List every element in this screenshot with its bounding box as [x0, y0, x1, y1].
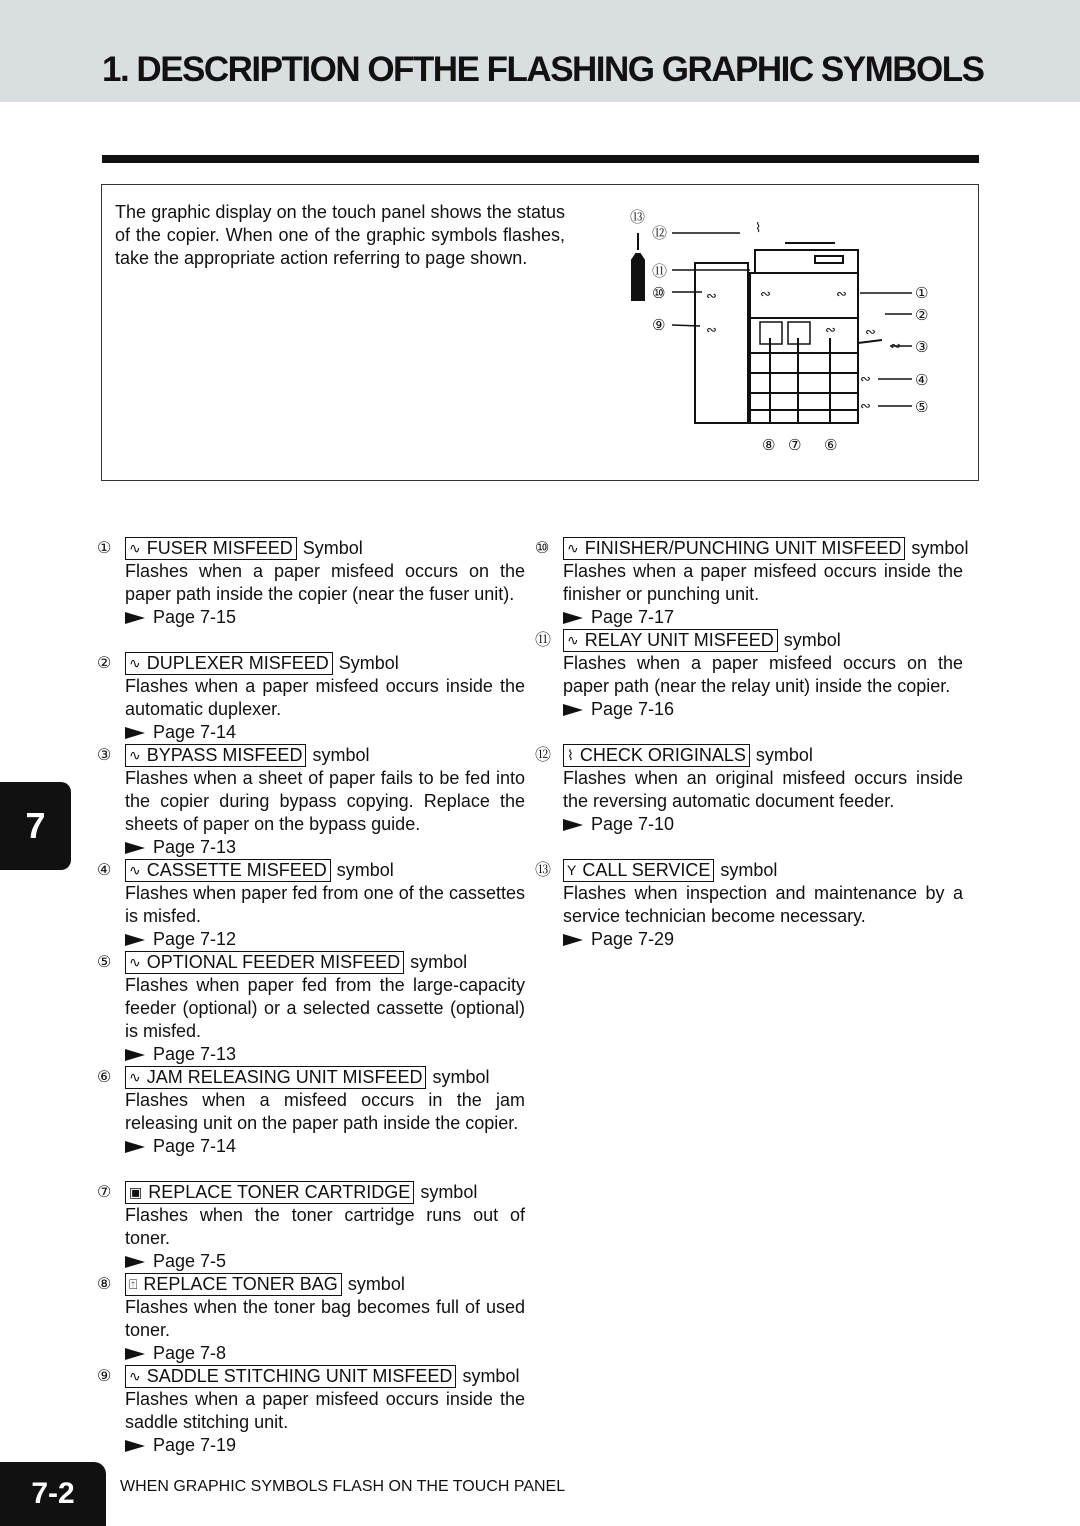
pointer-arrow-icon — [125, 1256, 145, 1268]
symbol-entry — [535, 859, 963, 951]
symbol-suffix: symbol — [347, 1274, 405, 1294]
symbol-description: Flashes when an original misfeed occurs inside the reversing automatic document feeder. — [563, 768, 963, 811]
check-originals-icon: ⌇ — [755, 221, 762, 236]
symbol-description: Flashes when paper fed from one of the cassettes is misfed. — [125, 883, 525, 926]
page-reference-text: Page 7-12 — [153, 929, 237, 949]
entry-number: ⑪ — [535, 632, 552, 649]
page-reference-text: Page 7-15 — [153, 607, 237, 627]
symbol-description: Flashes when a paper misfeed occurs inside the automatic duplexer. — [125, 676, 525, 719]
page-reference — [125, 928, 525, 951]
symbol-label: CASSETTE MISFEED — [146, 860, 327, 880]
symbol-suffix: symbol — [462, 1366, 520, 1386]
symbol-label: OPTIONAL FEEDER MISFEED — [146, 952, 401, 972]
symbol-description: Flashes when a misfeed occurs in the jam releasing unit on the paper path inside the copier. — [125, 1090, 525, 1133]
entry-heading — [125, 1365, 525, 1388]
pointer-arrow-icon — [125, 612, 145, 624]
page-reference — [125, 1434, 525, 1457]
symbol-label-box — [125, 537, 297, 560]
symbol-label-box — [125, 1273, 342, 1296]
page-reference — [125, 1250, 525, 1273]
wrench-icon — [632, 233, 644, 300]
misfeed-icon: ∾ — [890, 339, 901, 354]
symbol-suffix: symbol — [432, 1067, 490, 1087]
misfeed-icon: ∾ — [860, 372, 871, 387]
entry-number: ⑤ — [97, 954, 112, 971]
misfeed-icon: ∾ — [865, 325, 876, 340]
toner-cartridge-icon: ▣ — [129, 1184, 143, 1200]
symbol-label: DUPLEXER MISFEED — [146, 653, 329, 673]
misfeed-icon: ∾ — [836, 287, 847, 302]
page-reference — [125, 1043, 525, 1066]
symbol-suffix: symbol — [720, 860, 778, 880]
symbol-description: Flashes when the toner cartridge runs out of toner. — [125, 1205, 525, 1248]
entry-number: ⑬ — [535, 862, 552, 879]
symbol-label-box — [125, 951, 404, 974]
symbol-entry — [97, 1066, 525, 1158]
symbol-suffix: symbol — [755, 745, 813, 765]
symbol-label: BYPASS MISFEED — [146, 745, 303, 765]
symbol-entry — [97, 1365, 525, 1457]
entry-number: ① — [97, 540, 112, 557]
symbol-description: Flashes when paper fed from the large-capacity feeder (optional) or a selected cassette (optional) is misfed. — [125, 975, 525, 1041]
symbol-label: CALL SERVICE — [582, 860, 711, 880]
symbol-suffix: symbol — [420, 1182, 478, 1202]
entry-number: ⑧ — [97, 1276, 112, 1293]
entry-heading — [125, 652, 525, 675]
page-reference — [125, 836, 525, 859]
page-reference-text: Page 7-13 — [153, 1044, 237, 1064]
symbol-label-box — [563, 859, 714, 882]
symbol-description: Flashes when a paper misfeed occurs inside the finisher or punching unit. — [563, 561, 963, 604]
symbol-description: Flashes when a paper misfeed occurs inside the saddle stitching unit. — [125, 1389, 525, 1432]
entry-heading — [563, 537, 969, 560]
page-reference-text: Page 7-14 — [153, 722, 237, 742]
svg-text:③: ③ — [915, 338, 929, 356]
title-rule — [102, 155, 979, 163]
symbol-label: FINISHER/PUNCHING UNIT MISFEED — [584, 538, 902, 558]
symbol-label: REPLACE TONER CARTRIDGE — [148, 1182, 411, 1202]
entry-heading — [125, 1273, 525, 1296]
svg-text:⑧: ⑧ — [762, 436, 776, 454]
page-reference — [125, 721, 525, 744]
page-reference-text: Page 7-16 — [591, 699, 675, 719]
pointer-arrow-icon — [125, 1440, 145, 1452]
entry-number: ⑨ — [97, 1368, 112, 1385]
svg-text:④: ④ — [915, 371, 929, 389]
misfeed-icon: ∿ — [129, 954, 141, 970]
symbol-suffix: symbol — [911, 538, 969, 558]
symbol-suffix: Symbol — [338, 653, 399, 673]
svg-text:⑩: ⑩ — [652, 284, 666, 302]
symbol-label: JAM RELEASING UNIT MISFEED — [146, 1067, 423, 1087]
page-reference — [125, 606, 525, 629]
symbol-label-box — [125, 1181, 414, 1204]
svg-text:⑫: ⑫ — [652, 224, 668, 242]
entry-number: ③ — [97, 747, 112, 764]
misfeed-icon: ∾ — [706, 323, 717, 338]
entry-heading — [125, 1181, 525, 1204]
pointer-arrow-icon — [125, 1348, 145, 1360]
symbol-suffix: symbol — [410, 952, 468, 972]
symbol-description: Flashes when inspection and maintenance by a service technician become necessary. — [563, 883, 963, 926]
symbol-label-box — [125, 1066, 426, 1089]
page-reference-text: Page 7-17 — [591, 607, 675, 627]
symbol-description: Flashes when a paper misfeed occurs on the paper path inside the copier (near the fuser unit). — [125, 561, 525, 604]
symbol-label-box — [563, 629, 778, 652]
entry-heading — [125, 951, 525, 974]
symbol-entry — [97, 1273, 525, 1365]
svg-text:②: ② — [915, 306, 929, 324]
page-reference-text: Page 7-13 — [153, 837, 237, 857]
pointer-arrow-icon — [563, 934, 583, 946]
entry-number: ② — [97, 655, 112, 672]
page-reference — [563, 813, 963, 836]
misfeed-icon: ∿ — [129, 1368, 141, 1384]
page-reference — [563, 606, 963, 629]
symbol-description: Flashes when a sheet of paper fails to be fed into the copier during bypass copying. Replace the sheets of paper on the bypass guide. — [125, 768, 525, 834]
symbol-label: CHECK ORIGINALS — [579, 745, 746, 765]
svg-text:⑥: ⑥ — [824, 436, 838, 454]
svg-text:⑦: ⑦ — [788, 436, 802, 454]
symbol-entry — [97, 537, 525, 629]
entry-number: ⑦ — [97, 1184, 112, 1201]
svg-text:①: ① — [915, 284, 929, 302]
page-title: 1. DESCRIPTION OFTHE FLASHING GRAPHIC SYMBOLS — [102, 50, 984, 89]
entry-number: ④ — [97, 862, 112, 879]
svg-text:⑨: ⑨ — [652, 316, 666, 334]
entry-heading — [563, 744, 963, 767]
symbol-entry — [97, 652, 525, 744]
finisher-unit — [695, 263, 748, 423]
intro-text: The graphic display on the touch panel shows the status of the copier. When one of the graphic symbols flashes, take the appropriate action referring to page shown. — [115, 202, 565, 268]
misfeed-icon: ∿ — [129, 655, 141, 671]
symbol-description: Flashes when the toner bag becomes full of used toner. — [125, 1297, 525, 1340]
symbol-entry — [535, 537, 969, 629]
pointer-arrow-icon — [125, 934, 145, 946]
svg-text:⑬: ⑬ — [630, 208, 646, 226]
misfeed-icon: ∿ — [129, 540, 141, 556]
symbol-entry — [97, 859, 525, 951]
chapter-tab: 7 — [0, 782, 71, 870]
symbol-label: FUSER MISFEED — [146, 538, 293, 558]
symbol-suffix: Symbol — [302, 538, 363, 558]
entry-number: ⑩ — [535, 540, 550, 557]
pointer-arrow-icon — [125, 727, 145, 739]
page-number: 7-2 — [0, 1462, 106, 1526]
symbol-suffix: symbol — [783, 630, 841, 650]
page-reference-text: Page 7-29 — [591, 929, 675, 949]
misfeed-icon: ∿ — [129, 747, 141, 763]
symbol-label-box — [563, 744, 750, 767]
page-reference — [563, 698, 963, 721]
entry-heading — [125, 1066, 525, 1089]
symbol-entry — [535, 629, 963, 721]
misfeed-icon: ∿ — [129, 862, 141, 878]
pointer-arrow-icon — [563, 704, 583, 716]
footer-text: WHEN GRAPHIC SYMBOLS FLASH ON THE TOUCH PANEL — [120, 1478, 566, 1495]
misfeed-icon: ∾ — [860, 399, 871, 414]
misfeed-icon: ∿ — [129, 1069, 141, 1085]
symbol-label-box — [125, 744, 306, 767]
symbol-label-box — [125, 1365, 456, 1388]
wrench-icon: Y — [567, 862, 577, 878]
page-reference-text: Page 7-5 — [153, 1251, 227, 1271]
page-reference — [563, 928, 963, 951]
symbol-label-box — [125, 652, 333, 675]
page-reference-text: Page 7-8 — [153, 1343, 227, 1363]
entry-number: ⑥ — [97, 1069, 112, 1086]
copier-diagram — [620, 198, 950, 463]
page-reference — [125, 1342, 525, 1365]
misfeed-icon: ∿ — [567, 540, 579, 556]
symbol-entry — [535, 744, 963, 836]
pointer-arrow-icon — [563, 819, 583, 831]
symbol-description: Flashes when a paper misfeed occurs on the paper path (near the relay unit) inside the copier. — [563, 653, 963, 696]
symbol-entry — [97, 951, 525, 1066]
page-reference — [125, 1135, 525, 1158]
symbol-label: RELAY UNIT MISFEED — [584, 630, 774, 650]
pointer-arrow-icon — [125, 1049, 145, 1061]
check-originals-icon: ⌇ — [567, 747, 574, 763]
symbol-entry — [97, 744, 525, 859]
symbol-entry — [97, 1181, 525, 1273]
entry-heading — [125, 859, 525, 882]
page-reference-text: Page 7-14 — [153, 1136, 237, 1156]
misfeed-icon: ∾ — [825, 323, 836, 338]
toner-bag-icon: ⍐ — [129, 1276, 138, 1292]
pointer-arrow-icon — [563, 612, 583, 624]
misfeed-icon: ∾ — [760, 287, 771, 302]
svg-text:⑤: ⑤ — [915, 398, 929, 416]
page-reference-text: Page 7-19 — [153, 1435, 237, 1455]
entry-heading — [125, 537, 525, 560]
symbol-suffix: symbol — [312, 745, 370, 765]
page-reference-text: Page 7-10 — [591, 814, 675, 834]
entry-heading — [563, 859, 963, 882]
symbol-label: SADDLE STITCHING UNIT MISFEED — [146, 1366, 453, 1386]
misfeed-icon: ∿ — [567, 632, 579, 648]
symbol-label-box — [563, 537, 905, 560]
svg-text:⑪: ⑪ — [652, 262, 668, 280]
symbol-label: REPLACE TONER BAG — [143, 1274, 338, 1294]
entry-number: ⑫ — [535, 747, 552, 764]
entry-heading — [563, 629, 963, 652]
entry-heading — [125, 744, 525, 767]
symbol-label-box — [125, 859, 331, 882]
pointer-arrow-icon — [125, 842, 145, 854]
symbol-suffix: symbol — [336, 860, 394, 880]
pointer-arrow-icon — [125, 1141, 145, 1153]
misfeed-icon: ∾ — [706, 289, 717, 304]
